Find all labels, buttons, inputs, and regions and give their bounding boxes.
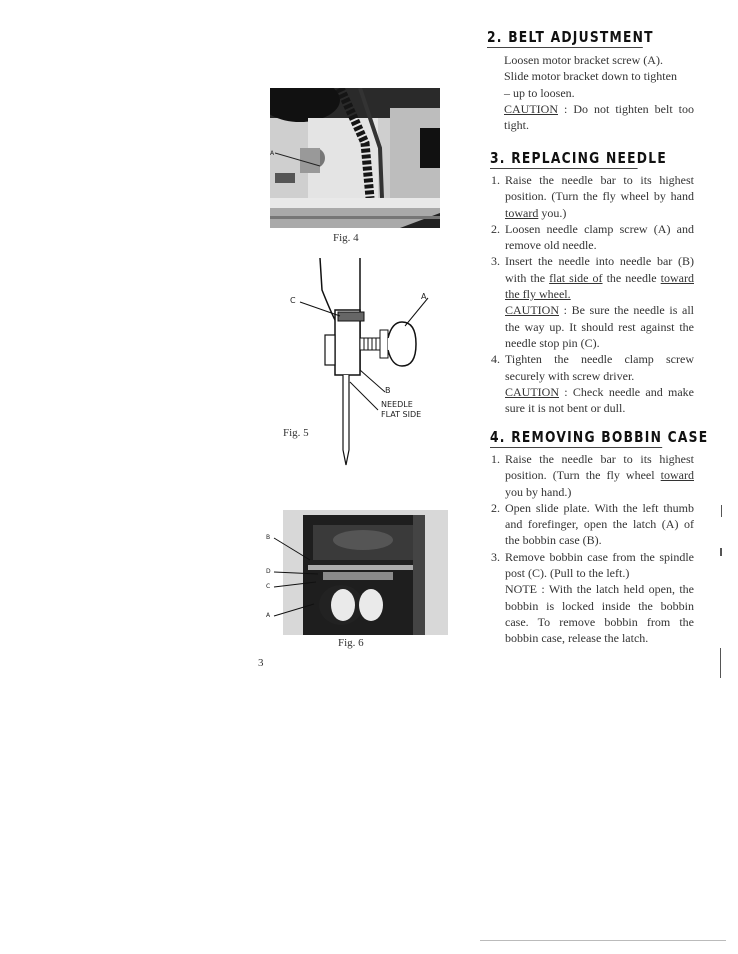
- caution-text: : Do not tighten belt too tight.: [504, 101, 694, 133]
- list-item: [491, 549, 694, 647]
- fig4-label-a: A: [270, 150, 275, 157]
- list-item: [491, 451, 694, 500]
- list-item: [491, 221, 694, 254]
- belt-caution: [504, 101, 694, 134]
- caution-text: : Be sure the needle is all the way up. It should rest against the needle stop pin (C).: [505, 303, 694, 350]
- belt-line-1: Loosen motor bracket screw (A).: [504, 53, 663, 67]
- caution-label: CAUTION: [505, 303, 559, 318]
- edge-mark: [720, 648, 721, 678]
- item-number: 2.: [491, 500, 500, 515]
- belt-line-2: Slide motor bracket down to tighten: [504, 69, 677, 84]
- item-text: you by hand.): [505, 484, 572, 499]
- item-text: Tighten the needle clamp screw securely with screw driver.: [505, 352, 694, 383]
- list-item: [491, 351, 694, 416]
- fig6-label-c: C: [266, 583, 271, 590]
- edge-mark: [720, 548, 722, 556]
- item-text-underlined: toward the fly wheel.: [505, 270, 694, 302]
- page-number: 3: [258, 657, 264, 669]
- fig4-caption: Fig. 4: [333, 232, 359, 244]
- item-text-underlined: toward: [505, 205, 539, 220]
- belt-adjustment-text: [504, 52, 694, 133]
- fig5-label-c: C: [290, 296, 296, 305]
- caution-label: CAUTION: [505, 384, 559, 399]
- fig6-caption: Fig. 6: [338, 637, 364, 649]
- item-text-underlined: flat side of: [549, 270, 603, 285]
- fig5-label-needle: NEEDLE: [381, 400, 413, 409]
- fig5-caption: Fig. 5: [283, 427, 309, 439]
- item-text: Open slide plate. With the left thumb and forefinger, open the latch (A) of the bobbin case (B).: [505, 500, 694, 548]
- item-text: Raise the needle bar to its highest position. (Turn the fly wheel by hand: [505, 173, 694, 204]
- note-text: NOTE : With the latch held open, the bobbin is locked inside the bobbin case. To remove bobbin from the bobbin case, release the latch.: [505, 582, 694, 646]
- item-text: Loosen needle clamp screw (A) and remove old needle.: [505, 221, 694, 253]
- fig6-label-d: D: [266, 568, 271, 575]
- fig6-leader-lines: [268, 530, 328, 620]
- item-text: you.): [538, 205, 567, 220]
- item-text: Insert the needle into needle bar (B) with the: [505, 254, 694, 285]
- fig5-label-flat-side: FLAT SIDE: [381, 410, 422, 419]
- fig5-label-a: A: [421, 292, 427, 301]
- edge-mark: [721, 505, 722, 517]
- fig4-leader-a: [275, 150, 325, 170]
- fig6-label-b: B: [266, 534, 271, 541]
- item-text: Remove bobbin case from the spindle post (C). (Pull to the left.): [505, 549, 694, 581]
- item-number: 3.: [491, 549, 500, 564]
- item-number: 1.: [491, 173, 500, 187]
- caution-text: : Check needle and make sure it is not bent or dull.: [505, 384, 694, 416]
- belt-line-3: – up to loosen.: [504, 85, 575, 100]
- removing-bobbin-list: [491, 451, 694, 647]
- fig5-label-b: B: [385, 386, 391, 395]
- replacing-needle-list: [491, 172, 694, 416]
- item-text-underlined: toward: [660, 468, 694, 483]
- item-text: the needle: [602, 270, 661, 285]
- list-item: [491, 253, 694, 351]
- list-item: [491, 500, 694, 549]
- item-number: 1.: [491, 452, 500, 466]
- belt-adjustment-heading: 2. BELT ADJUSTMENT: [487, 28, 654, 46]
- caution-label: CAUTION: [504, 101, 558, 116]
- item-number: 2.: [491, 221, 500, 236]
- fig6-label-a: A: [266, 612, 271, 619]
- bottom-rule: [480, 940, 726, 941]
- replacing-needle-heading: 3. REPLACING NEEDLE: [490, 149, 667, 167]
- item-number: 4.: [491, 352, 500, 367]
- item-text: Raise the needle bar to its highest position. (Turn the fly wheel: [505, 452, 694, 483]
- list-item: [491, 172, 694, 221]
- item-number: 3.: [491, 254, 500, 269]
- removing-bobbin-case-heading: 4. REMOVING BOBBIN CASE: [490, 428, 709, 446]
